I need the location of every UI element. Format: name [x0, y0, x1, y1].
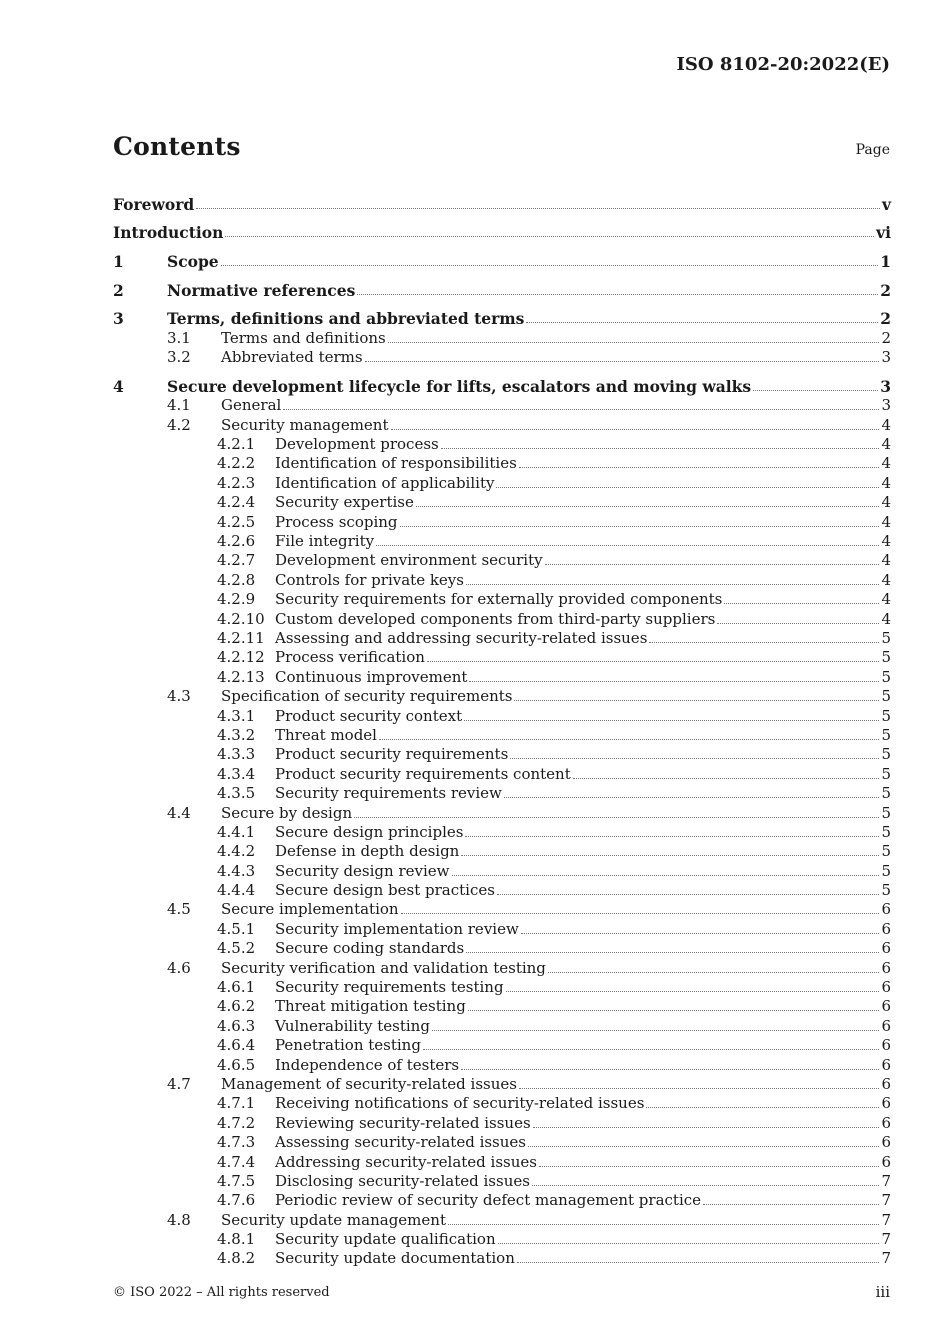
dot-leader	[717, 622, 879, 624]
toc-entry-number: 4.2.10	[217, 609, 265, 628]
toc-entry[interactable]	[113, 667, 891, 686]
toc-entry-title: Identification of responsibilities	[275, 454, 517, 473]
toc-entry-title: Independence of testers	[275, 1055, 460, 1074]
dot-leader	[545, 563, 880, 565]
toc-entry-page: 6	[881, 1036, 891, 1055]
toc-entry-number: 4.2.2	[217, 454, 256, 473]
dot-leader	[573, 777, 880, 779]
toc-entry-number: 4.5.1	[217, 919, 256, 938]
toc-entry-number: 4.6	[167, 958, 191, 977]
toc-entry-title: Security requirements for externally provided components	[275, 590, 723, 609]
toc-entry-page: 2	[880, 280, 891, 300]
toc-entry[interactable]	[113, 1075, 891, 1094]
dot-leader	[548, 971, 880, 973]
dot-leader	[528, 1145, 879, 1147]
toc-entry-number: 4.2.4	[217, 493, 256, 512]
toc-entry-title: Secure design best practices	[275, 881, 495, 900]
toc-entry-page: 6	[881, 900, 891, 919]
toc-entry-title: Security update qualification	[275, 1230, 496, 1249]
page-column-label: Page	[855, 142, 890, 158]
table-of-contents	[113, 185, 891, 1268]
toc-entry[interactable]	[113, 1113, 891, 1132]
dot-leader	[225, 235, 874, 237]
toc-entry-title: Security management	[221, 415, 389, 434]
toc-entry-number: 4.7	[167, 1074, 191, 1093]
toc-entry-number: 4.4.1	[217, 822, 256, 841]
toc-entry-page: 6	[881, 1113, 891, 1132]
toc-entry-title: Receiving notifications of security-related issues	[275, 1094, 645, 1113]
toc-entry-title: Security update documentation	[275, 1249, 515, 1268]
toc-entry-page: 2	[881, 328, 891, 347]
toc-entry-page: 7	[881, 1171, 891, 1190]
toc-entry-number: 3	[113, 309, 124, 329]
toc-entry-title: Threat mitigation testing	[275, 997, 466, 1016]
dot-leader	[753, 389, 878, 391]
toc-entry[interactable]	[113, 706, 891, 725]
toc-entry[interactable]	[113, 687, 891, 706]
toc-entry-title: Specification of security requirements	[221, 687, 513, 706]
toc-entry-title: Penetration testing	[275, 1036, 421, 1055]
dot-leader	[498, 1242, 880, 1244]
toc-entry-number: 4.7.4	[217, 1152, 256, 1171]
toc-entry-page: 5	[881, 745, 891, 764]
toc-entry[interactable]	[113, 590, 891, 609]
toc-entry-title: Defense in depth design	[275, 842, 460, 861]
toc-entry-page: 3	[880, 376, 891, 396]
toc-entry-title: Identification of applicability	[275, 473, 495, 492]
toc-entry-page: 4	[881, 590, 891, 609]
toc-entry-page: 6	[881, 1074, 891, 1093]
toc-entry-title: Terms and definitions	[221, 328, 386, 347]
toc-entry-number: 4.4.4	[217, 881, 256, 900]
dot-leader	[401, 912, 880, 914]
toc-entry-title: Continuous improvement	[275, 667, 468, 686]
dot-leader	[391, 428, 880, 430]
toc-entry-page: v	[881, 194, 891, 214]
dot-leader	[514, 699, 879, 701]
toc-entry[interactable]	[113, 473, 891, 492]
dot-leader	[376, 544, 879, 546]
toc-entry-page: 6	[881, 1094, 891, 1113]
toc-entry[interactable]	[113, 609, 891, 628]
toc-entry[interactable]	[113, 997, 891, 1016]
dot-leader	[521, 932, 880, 934]
dot-leader	[427, 660, 880, 662]
toc-entry-title: Secure implementation	[221, 900, 399, 919]
toc-entry-number: 4.7.6	[217, 1191, 256, 1210]
toc-entry-page: 5	[881, 725, 891, 744]
toc-entry[interactable]	[113, 1094, 891, 1113]
toc-entry[interactable]	[113, 629, 891, 648]
toc-entry-number: 4.6.2	[217, 997, 256, 1016]
toc-entry-title: Threat model	[275, 725, 377, 744]
toc-entry-page: 3	[881, 396, 891, 415]
toc-entry-title: Periodic review of security defect management practice	[275, 1191, 702, 1210]
toc-entry-number: 4.8	[167, 1210, 191, 1229]
toc-entry-page: 1	[880, 252, 891, 272]
toc-entry-title: Management of security-related issues	[221, 1074, 517, 1093]
toc-entry-title: Secure design principles	[275, 822, 464, 841]
toc-entry-page: 5	[881, 861, 891, 880]
dot-leader	[283, 408, 879, 410]
toc-entry[interactable]	[113, 1249, 891, 1268]
toc-entry[interactable]	[113, 435, 891, 454]
toc-entry-title: Scope	[167, 252, 219, 272]
toc-entry[interactable]	[113, 271, 891, 300]
toc-entry-page: 3	[881, 348, 891, 367]
toc-entry-number: 4.4.3	[217, 861, 256, 880]
toc-entry-title: Custom developed components from third-party suppliers	[275, 609, 716, 628]
dot-leader	[196, 207, 880, 209]
dot-leader	[452, 874, 880, 876]
toc-entry-number: 4.8.1	[217, 1230, 256, 1249]
toc-entry-title: Foreword	[113, 194, 195, 214]
toc-entry-page: 5	[881, 687, 891, 706]
toc-entry[interactable]	[113, 1172, 891, 1191]
toc-entry-title: Process verification	[275, 648, 425, 667]
toc-entry-title: Security verification and validation testing	[221, 958, 546, 977]
toc-entry-number: 4.7.2	[217, 1113, 256, 1132]
toc-entry-number: 4.5.2	[217, 939, 256, 958]
dot-leader	[496, 486, 879, 488]
toc-entry-page: 6	[881, 1055, 891, 1074]
toc-entry-page: 4	[881, 473, 891, 492]
toc-entry-number: 4.1	[167, 396, 191, 415]
toc-entry-title: Product security context	[275, 706, 463, 725]
toc-entry[interactable]	[113, 900, 891, 919]
toc-entry-title: File integrity	[275, 532, 375, 551]
toc-entry[interactable]	[113, 726, 891, 745]
toc-entry[interactable]	[113, 512, 891, 531]
toc-entry[interactable]	[113, 1210, 891, 1229]
toc-entry-page: 4	[881, 415, 891, 434]
dot-leader	[388, 341, 880, 343]
toc-entry-title: Abbreviated terms	[221, 348, 363, 367]
dot-leader	[506, 990, 880, 992]
toc-entry-number: 3.1	[167, 328, 191, 347]
toc-entry-number: 4.2.1	[217, 435, 256, 454]
dot-leader	[539, 1165, 879, 1167]
dot-leader	[466, 951, 879, 953]
dot-leader	[441, 447, 880, 449]
toc-entry-page: 5	[881, 628, 891, 647]
toc-entry[interactable]	[113, 214, 891, 243]
toc-entry-page: 5	[881, 648, 891, 667]
toc-entry-number: 4.2.3	[217, 473, 256, 492]
toc-entry-number: 2	[113, 280, 124, 300]
toc-entry-number: 4.2.8	[217, 570, 256, 589]
toc-entry-number: 4.4.2	[217, 842, 256, 861]
toc-entry-page: 6	[881, 958, 891, 977]
toc-entry-page: 4	[881, 512, 891, 531]
toc-entry[interactable]	[113, 551, 891, 570]
toc-entry[interactable]	[113, 1133, 891, 1152]
toc-entry[interactable]	[113, 648, 891, 667]
toc-entry[interactable]	[113, 1016, 891, 1035]
toc-entry[interactable]	[113, 300, 891, 329]
dot-leader	[465, 835, 879, 837]
toc-entry[interactable]	[113, 842, 891, 861]
toc-entry-page: 4	[881, 570, 891, 589]
copyright-notice: © ISO 2022 – All rights reserved	[113, 1285, 330, 1300]
toc-entry[interactable]	[113, 978, 891, 997]
toc-entry-page: 7	[881, 1249, 891, 1268]
toc-entry[interactable]	[113, 1191, 891, 1210]
dot-leader	[221, 264, 879, 266]
toc-entry-number: 4.2.11	[217, 628, 265, 647]
toc-entry-page: 5	[881, 842, 891, 861]
dot-leader	[526, 321, 878, 323]
toc-entry-number: 4.3.2	[217, 725, 256, 744]
dot-leader	[517, 1261, 880, 1263]
toc-entry[interactable]	[113, 823, 891, 842]
toc-entry[interactable]	[113, 784, 891, 803]
toc-entry[interactable]	[113, 185, 891, 214]
toc-entry-number: 4.7.5	[217, 1171, 256, 1190]
toc-entry-page: 2	[880, 309, 891, 329]
dot-leader	[464, 719, 879, 721]
dot-leader	[468, 1009, 880, 1011]
toc-entry-page: 4	[881, 609, 891, 628]
toc-entry[interactable]	[113, 328, 891, 347]
toc-entry-title: Secure by design	[221, 803, 353, 822]
toc-entry-page: 6	[881, 919, 891, 938]
toc-entry-title: Security requirements testing	[275, 978, 504, 997]
toc-entry-title: Security implementation review	[275, 919, 519, 938]
toc-entry-title: Normative references	[167, 280, 356, 300]
toc-entry[interactable]	[113, 532, 891, 551]
toc-entry-number: 4.6.5	[217, 1055, 256, 1074]
toc-entry-title: Assessing security-related issues	[275, 1133, 526, 1152]
dot-leader	[532, 1184, 880, 1186]
toc-entry-title: Security design review	[275, 861, 450, 880]
dot-leader	[519, 1087, 879, 1089]
dot-leader	[469, 680, 879, 682]
toc-entry-title: Secure development lifecycle for lifts, escalators and moving walks	[167, 376, 752, 396]
dot-leader	[504, 796, 880, 798]
toc-entry-title: Introduction	[113, 223, 224, 243]
toc-entry[interactable]	[113, 1055, 891, 1074]
dot-leader	[365, 360, 880, 362]
dot-leader	[432, 1029, 880, 1031]
toc-entry-page: 5	[881, 764, 891, 783]
toc-entry-page: 7	[881, 1210, 891, 1229]
toc-entry-page: 6	[881, 1016, 891, 1035]
dot-leader	[466, 583, 879, 585]
toc-entry[interactable]	[113, 764, 891, 783]
dot-leader	[354, 816, 879, 818]
dot-leader	[519, 466, 880, 468]
toc-entry-title: Process scoping	[275, 512, 398, 531]
toc-entry-number: 4	[113, 376, 124, 396]
toc-entry[interactable]	[113, 493, 891, 512]
toc-entry-page: 4	[881, 493, 891, 512]
toc-entry-title: Security expertise	[275, 493, 414, 512]
toc-entry[interactable]	[113, 881, 891, 900]
toc-entry-page: 7	[881, 1230, 891, 1249]
toc-entry-title: Vulnerability testing	[275, 1016, 430, 1035]
toc-entry[interactable]	[113, 396, 891, 415]
toc-entry-page: 7	[881, 1191, 891, 1210]
toc-entry[interactable]	[113, 1230, 891, 1249]
toc-entry-title: Security requirements review	[275, 784, 502, 803]
dot-leader	[646, 1106, 879, 1108]
toc-entry[interactable]	[113, 1036, 891, 1055]
toc-entry-title: Product security requirements	[275, 745, 509, 764]
toc-entry-number: 4.3.5	[217, 784, 256, 803]
toc-entry-page: 6	[881, 939, 891, 958]
dot-leader	[379, 738, 879, 740]
toc-entry-title: Product security requirements content	[275, 764, 571, 783]
dot-leader	[448, 1223, 879, 1225]
dot-leader	[703, 1203, 879, 1205]
toc-entry-title: Secure coding standards	[275, 939, 465, 958]
toc-entry-number: 4.6.1	[217, 978, 256, 997]
dot-leader	[357, 293, 878, 295]
dot-leader	[461, 854, 879, 856]
toc-entry-page: 5	[881, 784, 891, 803]
toc-entry[interactable]	[113, 745, 891, 764]
toc-entry-number: 4.7.3	[217, 1133, 256, 1152]
dot-leader	[416, 505, 880, 507]
toc-entry-title: Security update management	[221, 1210, 446, 1229]
toc-entry-page: 4	[881, 551, 891, 570]
toc-entry-page: 6	[881, 1152, 891, 1171]
toc-entry-number: 4.2.9	[217, 590, 256, 609]
toc-entry[interactable]	[113, 242, 891, 271]
toc-entry[interactable]	[113, 454, 891, 473]
toc-entry-number: 4.7.1	[217, 1094, 256, 1113]
toc-entry-number: 4.3	[167, 687, 191, 706]
toc-entry-number: 4.3.1	[217, 706, 256, 725]
dot-leader	[400, 525, 880, 527]
toc-entry-title: Controls for private keys	[275, 570, 464, 589]
toc-entry[interactable]	[113, 367, 891, 396]
toc-entry-number: 1	[113, 252, 124, 272]
toc-entry-number: 4.2.12	[217, 648, 265, 667]
toc-entry-page: 4	[881, 435, 891, 454]
toc-entry-title: Development environment security	[275, 551, 543, 570]
toc-entry[interactable]	[113, 861, 891, 880]
toc-entry-number: 3.2	[167, 348, 191, 367]
toc-entry[interactable]	[113, 939, 891, 958]
toc-entry[interactable]	[113, 415, 891, 434]
toc-entry-page: 5	[881, 881, 891, 900]
toc-entry-page: 6	[881, 997, 891, 1016]
toc-entry[interactable]	[113, 919, 891, 938]
toc-entry-page: 4	[881, 454, 891, 473]
toc-entry[interactable]	[113, 348, 891, 367]
dot-leader	[497, 893, 880, 895]
toc-entry[interactable]	[113, 570, 891, 589]
toc-entry-number: 4.5	[167, 900, 191, 919]
toc-entry[interactable]	[113, 803, 891, 822]
toc-entry-title: Reviewing security-related issues	[275, 1113, 531, 1132]
toc-entry-number: 4.2.6	[217, 532, 256, 551]
dot-leader	[510, 757, 879, 759]
toc-entry-page: 5	[881, 803, 891, 822]
toc-entry-page: 6	[881, 978, 891, 997]
toc-entry-title: Addressing security-related issues	[275, 1152, 537, 1171]
toc-entry-number: 4.2.5	[217, 512, 256, 531]
toc-entry-title: Disclosing security-related issues	[275, 1171, 530, 1190]
toc-entry-number: 4.8.2	[217, 1249, 256, 1268]
toc-entry-number: 4.2.13	[217, 667, 265, 686]
toc-entry[interactable]	[113, 958, 891, 977]
dot-leader	[533, 1126, 880, 1128]
page-number: iii	[875, 1283, 890, 1301]
toc-entry-title: Development process	[275, 435, 439, 454]
toc-entry-page: 6	[881, 1133, 891, 1152]
toc-entry-page: vi	[876, 223, 891, 243]
contents-title: Contents	[113, 132, 241, 161]
document-id: ISO 8102-20:2022(E)	[676, 54, 890, 75]
toc-entry-page: 5	[881, 667, 891, 686]
toc-entry-number: 4.6.4	[217, 1036, 256, 1055]
toc-entry-number: 4.2.7	[217, 551, 256, 570]
toc-entry-number: 4.3.3	[217, 745, 256, 764]
toc-entry-page: 5	[881, 822, 891, 841]
toc-entry-title: Terms, definitions and abbreviated terms	[167, 309, 525, 329]
toc-entry-title: Assessing and addressing security-related issues	[275, 628, 648, 647]
toc-entry-page: 4	[881, 532, 891, 551]
toc-entry-page: 5	[881, 706, 891, 725]
toc-entry-title: General	[221, 396, 282, 415]
dot-leader	[724, 602, 879, 604]
toc-entry-number: 4.6.3	[217, 1016, 256, 1035]
dot-leader	[423, 1048, 880, 1050]
toc-entry[interactable]	[113, 1152, 891, 1171]
toc-entry-number: 4.2	[167, 415, 191, 434]
dot-leader	[649, 641, 879, 643]
toc-entry-number: 4.3.4	[217, 764, 256, 783]
dot-leader	[461, 1068, 879, 1070]
toc-entry-number: 4.4	[167, 803, 191, 822]
